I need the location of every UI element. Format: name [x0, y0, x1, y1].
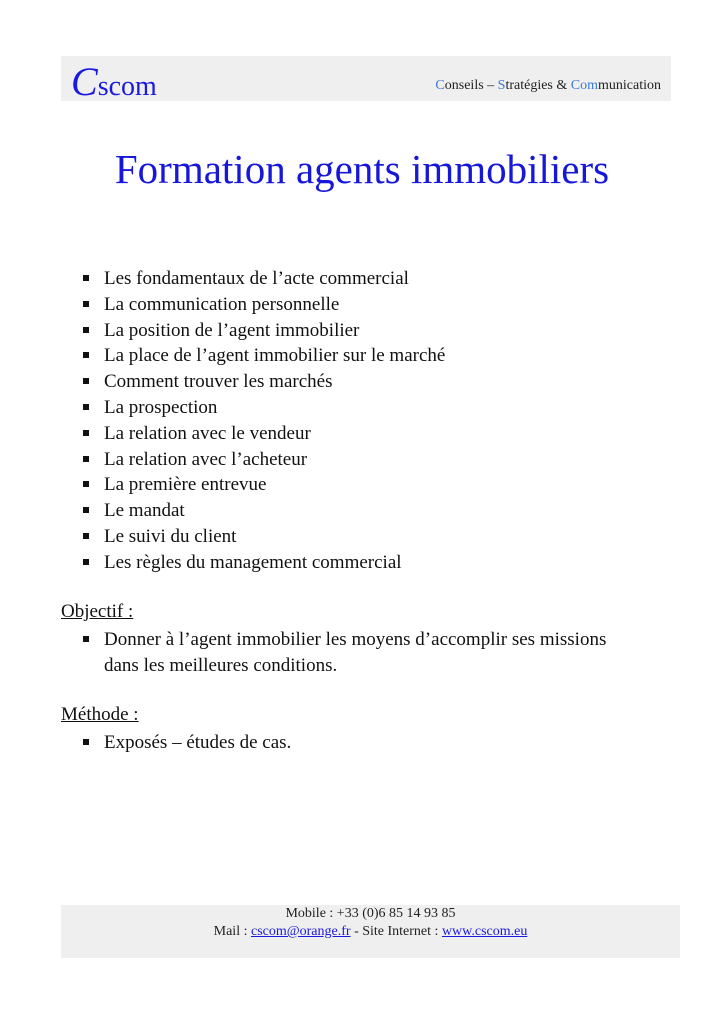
- list-item-text: La place de l’agent immobilier sur le marché: [104, 345, 446, 367]
- square-bullet-icon: [83, 275, 89, 281]
- square-bullet-icon: [83, 636, 89, 642]
- list-item: [80, 627, 680, 679]
- objectif-list: [80, 627, 680, 679]
- list-item: [80, 524, 680, 550]
- list-item: [80, 292, 680, 318]
- list-item: [80, 395, 680, 421]
- square-bullet-icon: [83, 378, 89, 384]
- email-link[interactable]: cscom@orange.fr: [250, 924, 351, 939]
- tagline-highlight: S: [497, 78, 506, 93]
- list-item-text: Les règles du management commercial: [104, 551, 402, 573]
- objectif-text-line1: Donner à l’agent immobilier les moyens d’accomplir ses missions: [104, 629, 607, 650]
- tagline-highlight: C: [435, 78, 445, 93]
- topics-list: [80, 266, 680, 576]
- list-item-text: La communication personnelle: [104, 293, 340, 315]
- list-item: [80, 498, 680, 524]
- list-item: [80, 447, 680, 473]
- square-bullet-icon: [83, 507, 89, 513]
- list-item: [80, 318, 680, 344]
- list-item: [80, 472, 680, 498]
- square-bullet-icon: [83, 430, 89, 436]
- list-item: [80, 266, 680, 292]
- list-item-text: La relation avec l’acheteur: [104, 448, 308, 470]
- square-bullet-icon: [83, 456, 89, 462]
- cscom-logo: [71, 58, 157, 105]
- list-item-text: La position de l’agent immobilier: [104, 319, 360, 341]
- square-bullet-icon: [83, 559, 89, 565]
- list-item-text: La prospection: [104, 396, 218, 418]
- list-item-text: Les fondamentaux de l’acte commercial: [104, 268, 409, 289]
- logo-name: scom: [97, 71, 157, 102]
- objectif-text-line2: dans les meilleures conditions.: [104, 654, 338, 676]
- tagline-highlight: Com: [570, 78, 598, 93]
- logo-initial: C: [71, 59, 98, 104]
- objectif-heading: Objectif :: [61, 601, 134, 622]
- website-link[interactable]: www.cscom.eu: [441, 924, 528, 939]
- list-item-text: Le suivi du client: [104, 525, 237, 547]
- square-bullet-icon: [83, 739, 89, 745]
- page-title: Formation agents immobiliers: [114, 146, 610, 192]
- header-band: [61, 56, 671, 104]
- site-prefix: - Site Internet :: [350, 924, 442, 939]
- square-bullet-icon: [83, 533, 89, 539]
- footer-band: [61, 905, 680, 958]
- list-item: [80, 550, 680, 576]
- methode-heading: Méthode :: [61, 704, 139, 725]
- square-bullet-icon: [83, 481, 89, 487]
- square-bullet-icon: [83, 352, 89, 358]
- square-bullet-icon: [83, 301, 89, 307]
- list-item: [80, 730, 680, 756]
- tagline-text: tratégies &: [505, 78, 571, 93]
- methode-text: Exposés – études de cas.: [104, 732, 292, 753]
- list-item: [80, 421, 680, 447]
- tagline-text: munication: [598, 78, 661, 93]
- square-bullet-icon: [83, 404, 89, 410]
- list-item-text: Comment trouver les marchés: [104, 371, 333, 393]
- mail-prefix: Mail :: [213, 924, 251, 939]
- methode-list: [80, 730, 680, 756]
- list-item: [80, 343, 680, 369]
- footer-contact: [61, 924, 680, 940]
- list-item-text: La première entrevue: [104, 474, 267, 496]
- tagline: [435, 78, 661, 94]
- list-item-text: La relation avec le vendeur: [104, 422, 311, 444]
- footer-mobile: Mobile : +33 (0)6 85 14 93 85: [285, 906, 456, 921]
- square-bullet-icon: [83, 327, 89, 333]
- list-item-text: Le mandat: [104, 500, 185, 522]
- tagline-text: onseils –: [444, 78, 498, 93]
- list-item: [80, 369, 680, 395]
